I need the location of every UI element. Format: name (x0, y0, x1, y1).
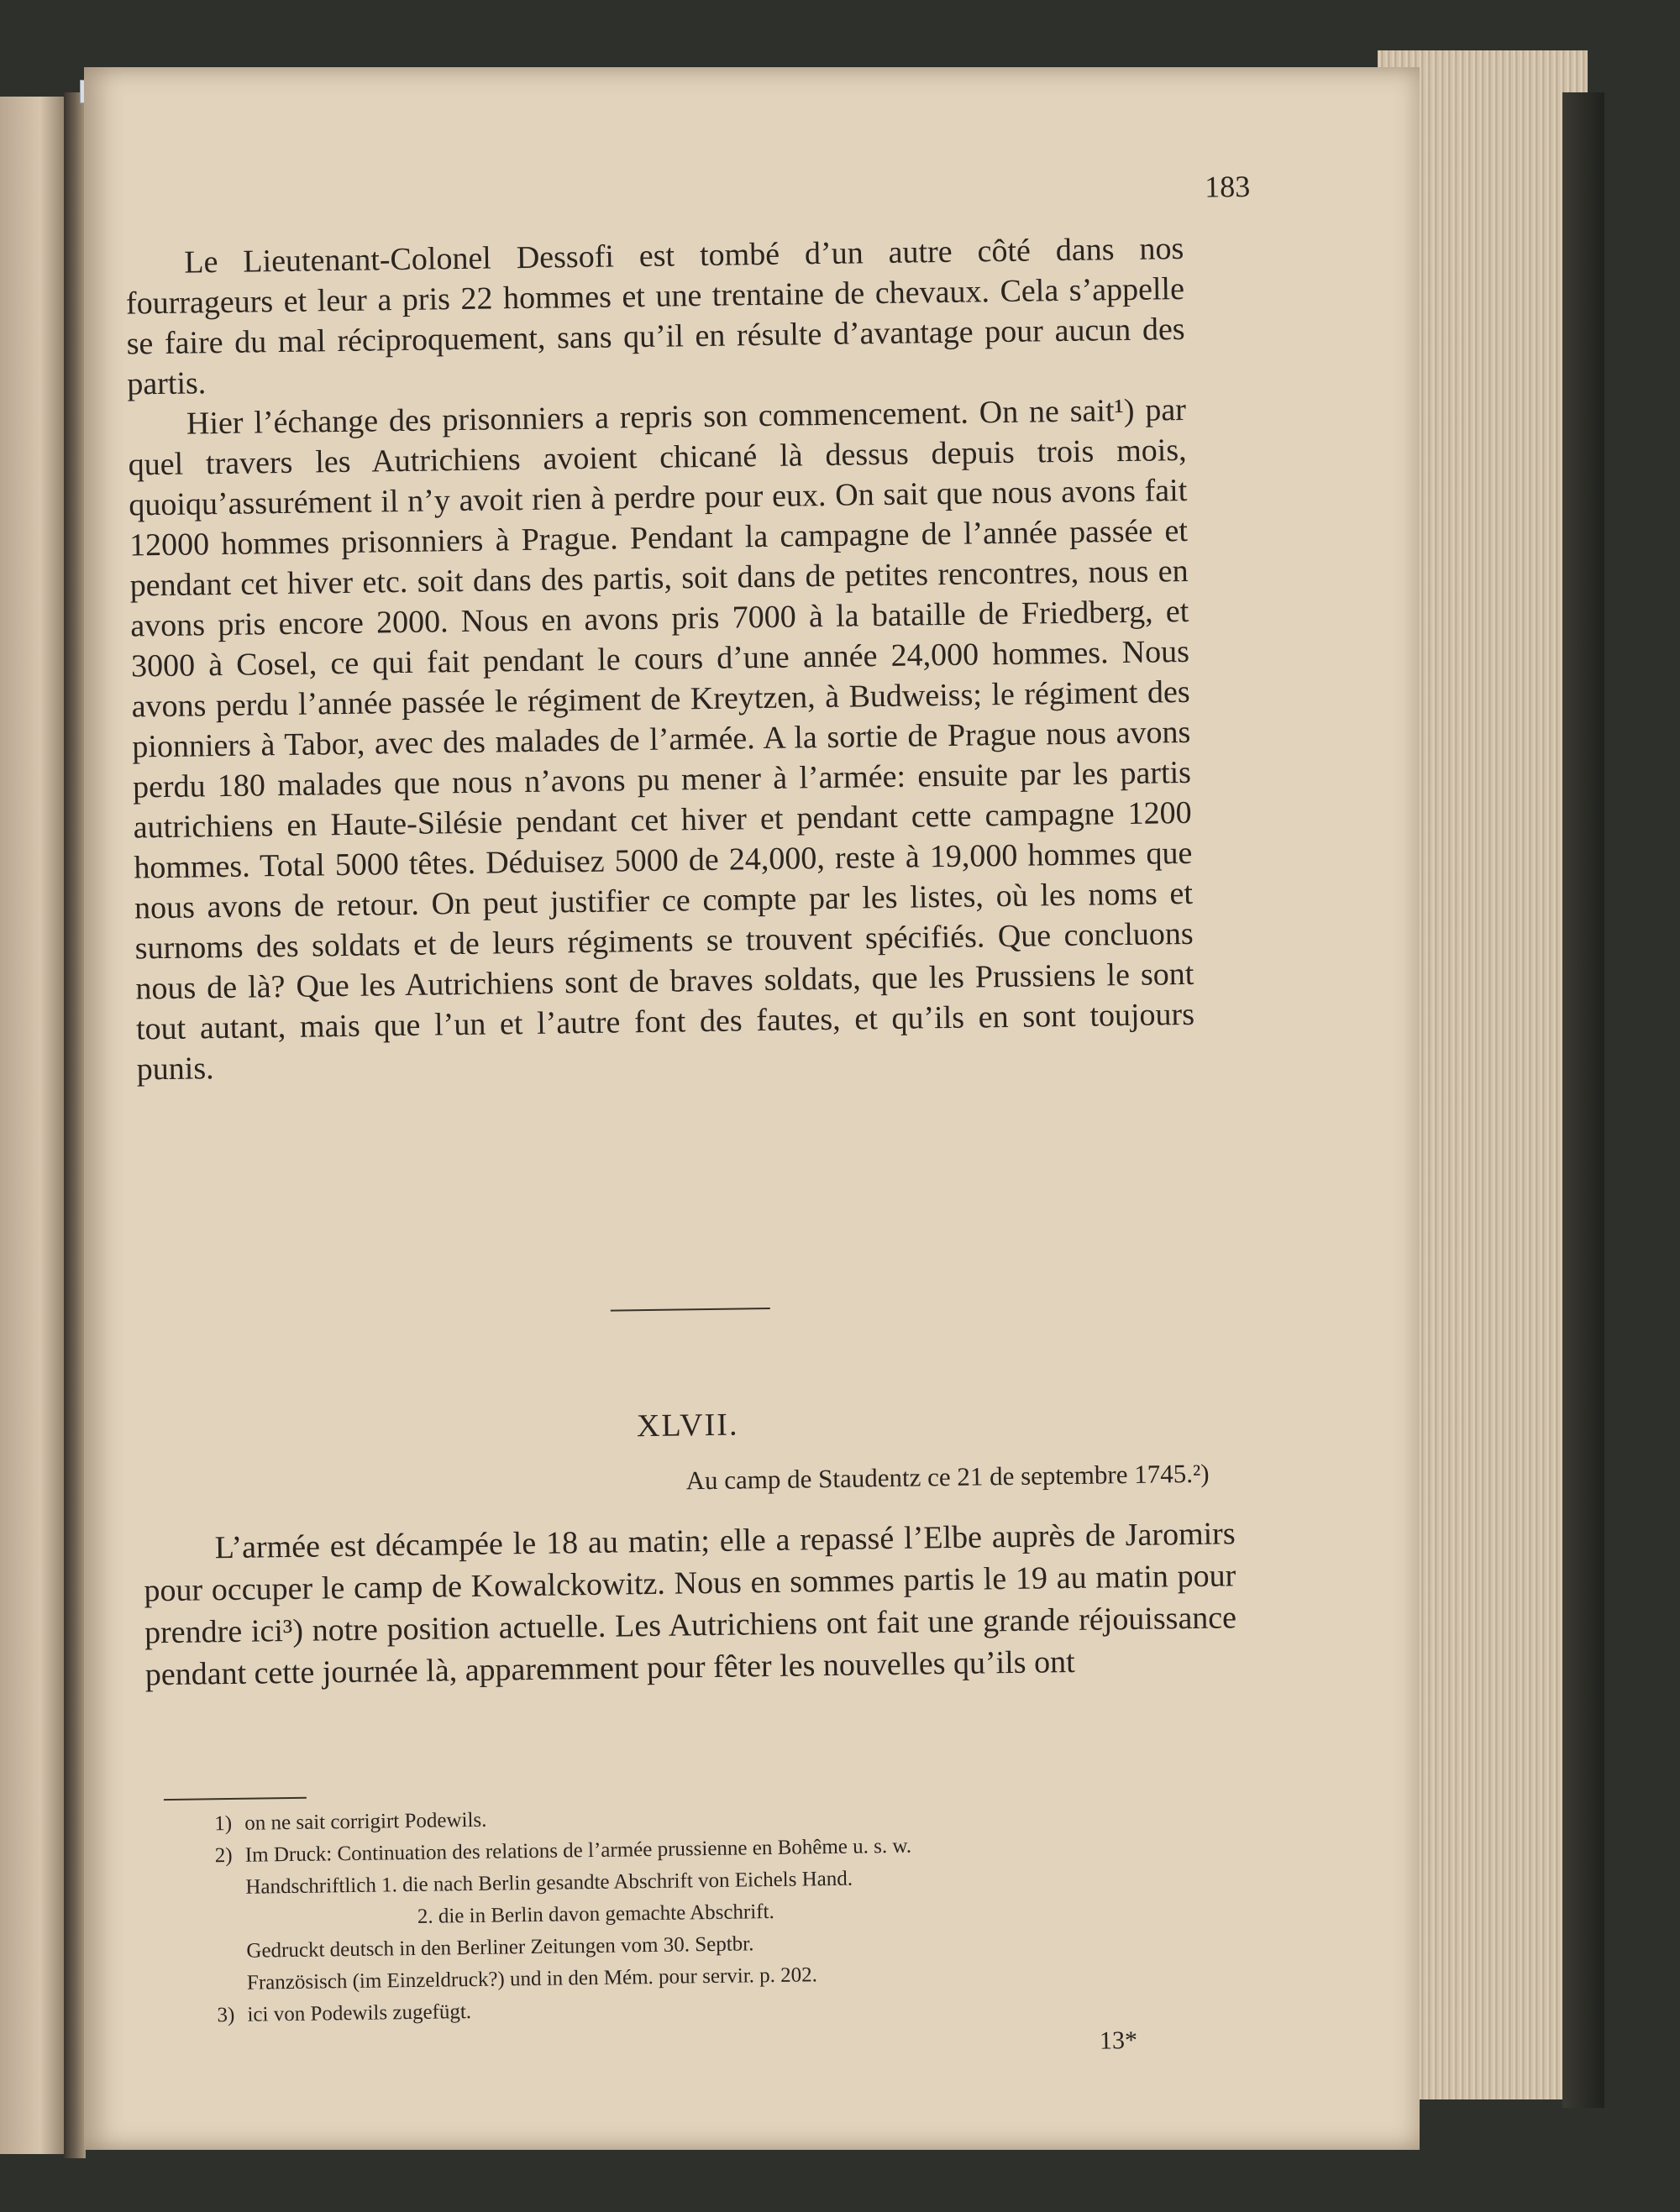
body-text (125, 228, 1195, 1089)
footnote-text: on ne sait corrigirt Podewils. (244, 1808, 487, 1835)
footnote-marker: 2) (214, 1843, 233, 1868)
chapter-heading: XLVII. (636, 1407, 739, 1444)
letter-text (143, 1512, 1237, 1696)
footnote-text: ici von Podewils zugefügt. (247, 2000, 472, 2026)
left-page-edge (0, 97, 67, 2154)
book-gutter (64, 92, 86, 2158)
footnote-rule (164, 1797, 307, 1801)
book-cover-edge (1562, 92, 1604, 2108)
printer-signature-mark: 13* (1099, 2026, 1138, 2055)
footnote-2-line: Französisch (im Einzeldruck?) und in den Mém. pour servir. p. 202. (246, 1963, 818, 1994)
section-divider (611, 1308, 770, 1312)
footnote-text: Im Druck: Continuation des relations de l’armée prussienne en Bohême u. s. w. (244, 1834, 912, 1867)
paragraph: L’armée est décampée le 18 au matin; elle a repassé l’Elbe auprès de Jaromirs pour occuper le camp de Kowalckowitz. Nous en sommes partis le 19 au matin pour prendre ici³) notre position actuelle. Les Autrichiens ont fait une grande réjouissance pendant cette journée là, apparemment pour fêter les nouvelles qu’ils ont (144, 1516, 1237, 1693)
footnote-2-line: Handschriftlich 1. die nach Berlin gesandte Abschrift von Eichels Hand. (245, 1867, 853, 1899)
paragraph: Hier l’échange des prisonniers a repris son commencement. On ne sait¹) par quel travers les Autrichiens avoient chicané là dessus depuis trois mois, quoiqu’assurément il n’y avoit rien à perdre pour eux. On sait que nous avons fait 12000 hommes prisonniers à Prague. Pendant la campagne de l’année passée et pendant cet hiver etc. soit dans des partis, soit dans de petites rencontres, nous en avons pris encore 2000. Nous en avons pris 7000 à la bataille de Friedberg, et 3000 à Cosel, ce qui fait pendant le cours d’une année 24,000 hommes. Nous avons perdu l’année passée le régiment de Kreytzen, à Budweiss; le régiment des pionniers à Tabor, avec des malades de l’armée. A la sortie de Prague nous avons perdu 180 malades que nous n’avons pu mener à l’armée: ensuite par les partis autrichiens en Haute-Silésie pendant cet hiver et pendant cette campagne 1200 hommes. Total 5000 têtes. Déduisez 5000 de 24,000, reste à 19,000 hommes que nous avons de retour. On peut justifier ce compte par les listes, où les noms et surnoms des soldats et de leurs régiments se trouvent spécifiés. Que concluons nous de là? Que les Autrichiens sont de braves soldats, que les Prussiens le sont tout autant, mais que l’un et l’autre font des fautes, et qu’ils en sont toujours punis. (128, 391, 1195, 1088)
footnote-2-line: Gedruckt deutsch in den Berliner Zeitungen vom 30. Septbr. (246, 1932, 754, 1963)
footnote-marker: 1) (214, 1811, 233, 1836)
page-content (123, 60, 1294, 2158)
page-number: 183 (1204, 169, 1251, 204)
footnote-marker: 3) (217, 2003, 235, 2027)
letter-dateline: Au camp de Staudentz ce 21 de septembre 1745.²) (685, 1458, 1210, 1496)
book-page (84, 67, 1420, 2150)
footnotes (214, 1794, 1242, 2031)
paragraph: Le Lieutenant-Colonel Dessofi est tombé d’un autre côté dans nos fourrageurs et leur a pris 22 hommes et une trentaine de chevaux. Cela s’appelle se faire du mal réciproquement, sans qu’il en résulte d’avantage pour aucun des partis. (125, 230, 1185, 402)
footnote-2-line: 2. die in Berlin davon gemachte Abschrift. (417, 1900, 774, 1928)
